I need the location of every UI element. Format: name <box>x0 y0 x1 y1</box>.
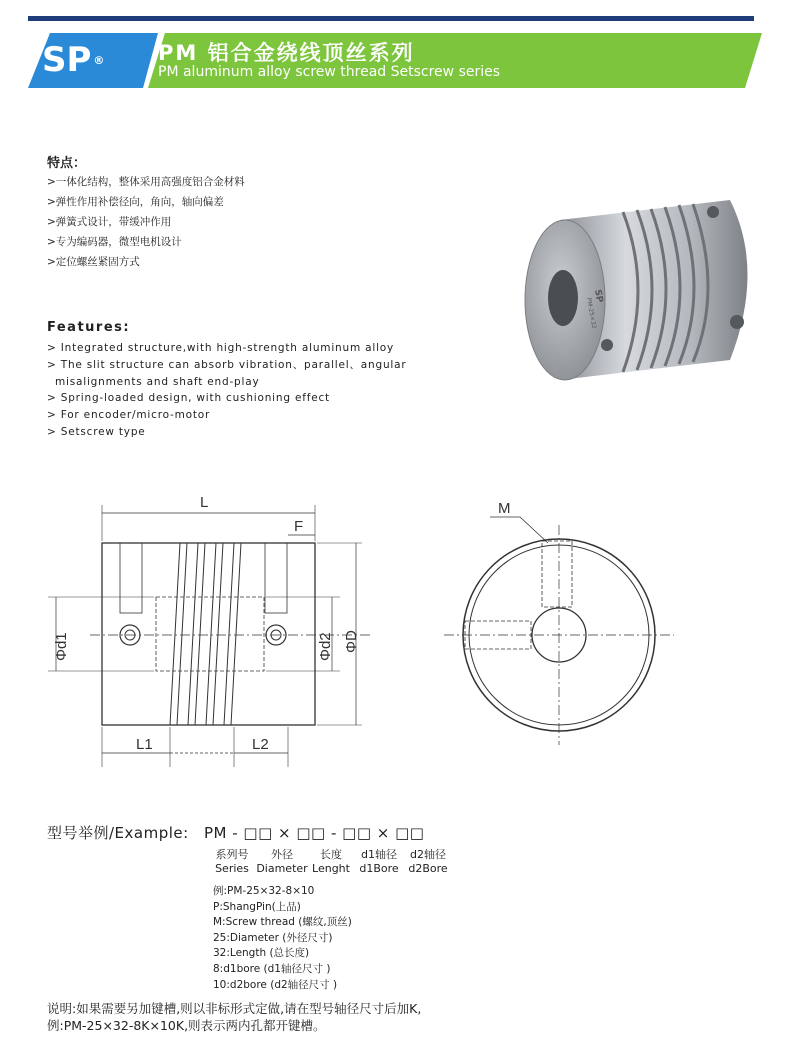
end-view <box>444 517 674 745</box>
technical-drawing <box>40 485 680 775</box>
dim-label-L1: L1 <box>136 736 153 753</box>
list-item: >弹簧式设计，带缓冲作用 <box>47 216 172 228</box>
list-item: 25:Diameter (外径尺寸) <box>213 931 333 944</box>
note-block <box>47 1000 421 1034</box>
example-code: PM - □□ × □□ - □□ × □□ <box>203 824 425 842</box>
list-item: 10:d2bore (d2轴径尺寸 ) <box>213 978 338 991</box>
dim-label-d1: Φd1 <box>53 632 70 661</box>
list-item: >一体化结构，整体采用高强度铝合金材料 <box>47 176 245 188</box>
list-item: >定位螺丝紧固方式 <box>47 256 140 268</box>
example-explanations <box>213 884 352 993</box>
list-item: P:ShangPin(上品) <box>213 900 301 913</box>
list-item: misalignments and shaft end-play <box>55 375 260 388</box>
dim-label-d2: Φd2 <box>317 632 334 661</box>
engraving-model: PM-25×32 <box>585 297 598 330</box>
code-column-diameter: 外径 Diameter <box>256 848 308 875</box>
list-item: > Setscrew type <box>47 425 146 438</box>
setscrew-hole <box>730 315 744 329</box>
code-column-series: 系列号 Series <box>215 848 249 875</box>
setscrew-hole <box>707 206 719 218</box>
dim-label-L2: L2 <box>252 736 269 753</box>
list-item: 32:Length (总长度) <box>213 947 310 960</box>
product-photo <box>515 190 770 390</box>
features-en-heading: Features: <box>47 320 131 335</box>
list-item: 8:d1bore (d1轴径尺寸 ) <box>213 962 331 975</box>
list-item: >专为编码器，微型电机设计 <box>47 236 182 248</box>
code-column-d2bore: d2轴径 d2Bore <box>408 848 448 875</box>
example-line <box>47 822 424 843</box>
features-cn-list <box>47 172 245 272</box>
dim-label-D: ΦD <box>343 630 360 653</box>
list-item: > Spring-loaded design, with cushioning effect <box>47 392 330 405</box>
example-label: 型号举例/Example: <box>47 824 189 842</box>
list-item: M:Screw thread (螺纹,顶丝) <box>213 916 352 929</box>
features-en-list <box>47 340 406 441</box>
code-column-length: 长度 Lenght <box>312 848 350 875</box>
list-item: > The slit structure can absorb vibration、parallel、angular <box>47 358 407 371</box>
header-top-line <box>28 16 754 21</box>
engraving-logo: SP <box>592 288 605 304</box>
dim-label-M: M <box>498 500 511 517</box>
dim-label-L: L <box>200 494 209 511</box>
setscrew-hole <box>601 339 613 351</box>
page-title-cn: PM 铝合金绕线顶丝系列 <box>158 41 415 65</box>
note-line: 例:PM-25×32-8K×10K,则表示两内孔都开键槽。 <box>47 1018 326 1033</box>
list-item: >弹性作用补偿径向，角向，轴向偏差 <box>47 196 224 208</box>
dim-label-F: F <box>294 518 304 535</box>
list-item: > For encoder/micro-motor <box>47 409 211 422</box>
brand-logo: SP ® <box>42 40 105 80</box>
list-item: 例:PM-25×32-8×10 <box>213 885 315 897</box>
bore-hole <box>548 270 578 326</box>
features-cn-heading: 特点： <box>47 156 87 171</box>
list-item: > Integrated structure,with high-strength aluminum alloy <box>47 342 395 354</box>
code-column-d1bore: d1轴径 d1Bore <box>359 848 399 875</box>
note-line: 说明:如果需要另加键槽,则以非标形式定做,请在型号轴径尺寸后加K, <box>47 1001 422 1016</box>
page-title-en: PM aluminum alloy screw thread Setscrew series <box>158 64 501 80</box>
